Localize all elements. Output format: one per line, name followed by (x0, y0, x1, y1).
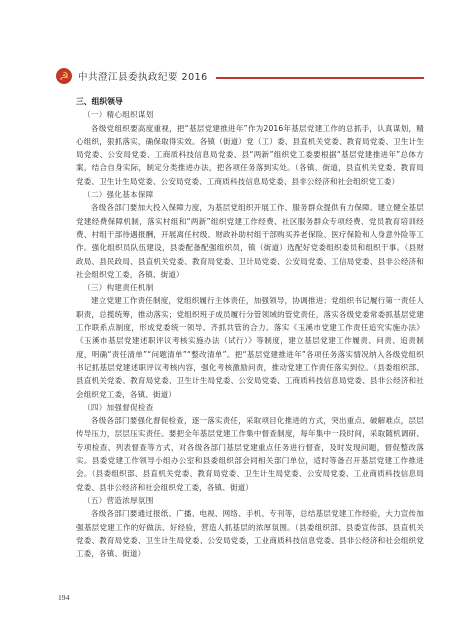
page-header (56, 66, 424, 86)
running-header-title: 中共澄江县委执政纪要 2016 (78, 72, 208, 83)
subsection-heading: （二）强化基本保障 (83, 190, 154, 200)
paragraph: 建立党建工作责任制度，党组织履行主体责任，加强领导，协调推进；党组织书记履行第一责任人职责，总揽统筹，推动落实；党组织班子成员履行分管领域的管党责任，落实各级党委常委抓基层党建工作联系点制度，形成党委统一领导、齐抓共管的合力。落实《玉溪市党建工作责任追究实施办法》《玉溪市基层党建述职评议考核实施办法（试行）》等制度，建立基层党建工作履责、问责、追责制度，明确“责任清单”“问题清单”“整改清单”。把“基层党建推进年”各项任务落实情况纳入各级党组织书记抓基层党建述职评议考核内容，强化考核激励问责，推动党建工作责任落实到位。（县委组织部、县直机关党委、教育局党委、卫生计生局党委、公安局党委、工商质科技信息局党委、县非公经济和社会组织党工委，各镇、街道） (76, 296, 424, 399)
paragraph: 各级党组织要高度重视，把“基层党建推进年”作为2016年基层党建工作的总抓手，认真谋划，精心组织，狠抓落实，确保取得实效。各镇（街道）党（工）委、县直机关党委、教育局党委、卫生计生局党委、公安局党委、工商质科技信息局党委、县“两新”组织党工委要根据“基层党建推进年”总体方案，结合自身实际，制定分类推进办法，把各项任务落到实处。（各镇、街道，县直机关党委、教育局党委、卫生计生局党委、公安局党委、工商质科技信息局党委、县非公经济和社会组织党工委） (76, 123, 424, 186)
subsection-heading: （三）构建责任机制 (83, 283, 154, 293)
paragraph: 各级各部门要强化督促检查，逐一落实责任，采取项目化推进的方式，突出重点、破解难点，层层传导压力，层层压实责任。要把全年基层党建工作集中督查制度，每年集中一段时间，采取随机调研、专项检查、列表督查等方式，对各级各部门基层党建重点任务进行督查，及时发现问题，督促整改落实。县委党建工作领导小组办公室和县委组织部会同相关部门单位，适时等备召开基层党建工作推进会。（县委组织部、县直机关党委、教育局党委、卫生计生局党委、公安局党委、工业商质科技信息局党委、县非公经济和社会组织党工委，各镇、街道） (76, 416, 424, 492)
section-heading: 三、组织领导 (76, 97, 123, 106)
paragraph: 各级各部门要加大投入保障力度，为基层党组织开展工作、服务群众提供有力保障。建立健全基层党建经费保障机制，落实村组和“两新”组织党建工作经费、社区服务群众专项经费、党员教育培训经费、村组干部待遇报酬，开展离任村级、财政补助村组干部购买养老保险、医疗保险和人身意外险等工作。强化组织员队伍建设，县委配备配强组织员，镇（街道）选配好党委组织委员和组织干事。（县财政局、县民政局、县直机关党委、教育局党委、卫计局党委、公安局党委、工信局党委、县非公经济和社会组织党工委，各镇、街道） (76, 203, 424, 279)
paragraph: 各级各部门要通过报纸、广播、电视、网络、手机、专刊等，总结基层党建工作经验，大力宣传加强基层党建工作的好做法、好经验，营造人抓基层的浓厚氛围。（县委组织部、县委宣传部、县直机关党委、教育局党委、卫生计生局党委、公安局党委，工业商质科技信息党委、县非公经济和社会组织党工委，各镇、街道） (76, 509, 424, 559)
header-rule (216, 77, 424, 79)
document-body (76, 95, 424, 560)
subsection-heading: （五）营造浓厚氛围 (83, 495, 154, 505)
page-number: 194 (58, 593, 70, 602)
party-emblem-icon: ☭ (56, 68, 72, 84)
subsection-heading: （四）加强督促检查 (83, 402, 154, 412)
subsection-heading: （一）精心组织谋划 (83, 110, 154, 120)
